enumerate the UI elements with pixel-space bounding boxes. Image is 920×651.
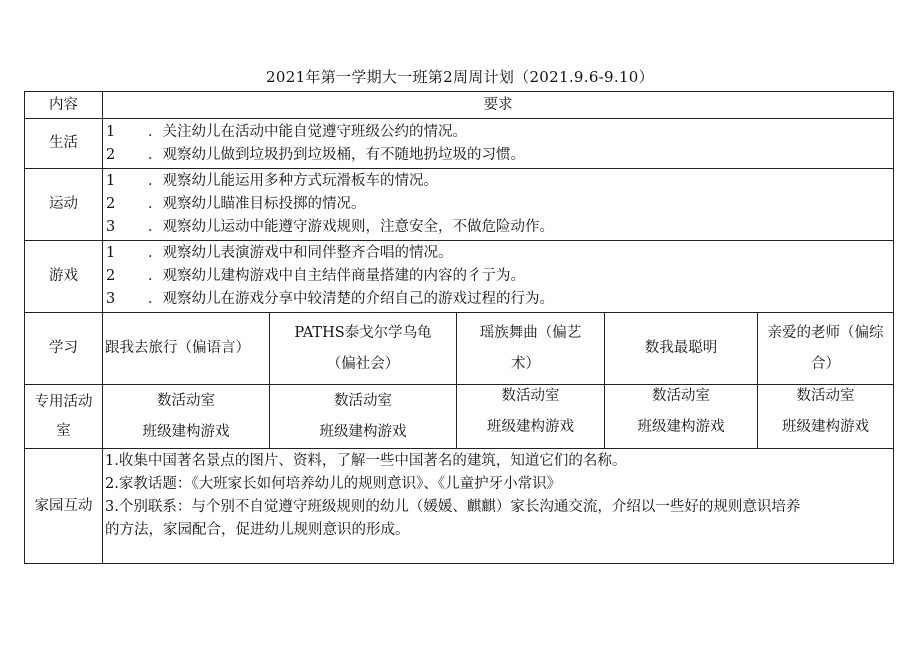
row-game (25, 241, 894, 313)
game-items (103, 241, 894, 313)
list-item: 1 ．观察幼儿能运用多种方式玩滑板车的情况。 (106, 173, 438, 189)
label-sport: 运动 (25, 169, 103, 241)
row-life (25, 119, 894, 169)
weekly-plan-table (24, 91, 894, 564)
header-row (25, 92, 894, 119)
list-item: 1 ．观察幼儿表演游戏中和同伴整齐合唱的情况。 (106, 245, 453, 261)
label-activity-room: 专用活动 室 (25, 385, 103, 449)
label-home: 家园互动 (25, 449, 103, 564)
list-item: 3 ．观察幼儿在游戏分享中较清楚的介绍自己的游戏过程的行为。 (106, 291, 554, 307)
row-home (25, 449, 894, 564)
study-cell-5: 亲爱的老师（偏综 合） (758, 313, 894, 385)
list-item: 2 ．观察幼儿做到垃圾扔到垃圾桶，有不随地扔垃圾的习惯。 (106, 146, 525, 163)
list-item: 的方法，家园配合，促进幼儿规则意识的形成。 (105, 522, 410, 538)
sport-items (103, 169, 894, 241)
list-item: 1 ．关注幼儿在活动中能自觉遵守班级公约的情况。 (106, 123, 467, 140)
label-life: 生活 (25, 119, 103, 169)
header-requirements: 要求 (103, 92, 894, 119)
list-item: 2.家教话题：《大班家长如何培养幼儿的规则意识》、《儿童护牙小常识》 (105, 476, 562, 492)
activity-cell-2: 数活动室 班级建构游戏 (270, 385, 457, 449)
study-cell-2: PATHS泰戈尔学乌龟 （偏社会） (270, 313, 457, 385)
list-item: 2 ．观察幼儿建构游戏中自主结伴商量搭建的内容的彳亍为。 (106, 268, 525, 284)
activity-cell-3: 数活动室 班级建构游戏 (457, 385, 605, 449)
study-cell-3: 瑶族舞曲（偏艺 术） (457, 313, 605, 385)
label-game: 游戏 (25, 241, 103, 313)
page-title: 2021年第一学期大一班第2周周计划（2021.9.6-9.10） (266, 68, 654, 86)
life-items (103, 119, 894, 169)
list-item: 2 ．观察幼儿瞄准目标投掷的情况。 (106, 196, 366, 212)
row-sport (25, 169, 894, 241)
home-items (103, 449, 894, 564)
list-item: 3 ．观察幼儿运动中能遵守游戏规则，注意安全，不做危险动作。 (106, 219, 554, 235)
label-study: 学习 (25, 313, 103, 385)
activity-cell-4: 数活动室 班级建构游戏 (605, 385, 758, 449)
row-activity-room (25, 385, 894, 449)
activity-cell-1: 数活动室 班级建构游戏 (103, 385, 270, 449)
list-item: 1.收集中国著名景点的图片、资料，了解一些中国著名的建筑，知道它们的名称。 (105, 453, 627, 469)
study-cell-4: 数我最聪明 (605, 313, 758, 385)
row-study (25, 313, 894, 385)
study-cell-1: 跟我去旅行（偏语言） (103, 313, 270, 385)
list-item: 3.个别联系：与个别不自觉遵守班级规则的幼儿（媛媛、麒麒）家长沟通交流，介绍以一些好的规则意识培养 (105, 499, 801, 515)
activity-cell-5: 数活动室 班级建构游戏 (758, 385, 894, 449)
header-content: 内容 (25, 92, 103, 119)
